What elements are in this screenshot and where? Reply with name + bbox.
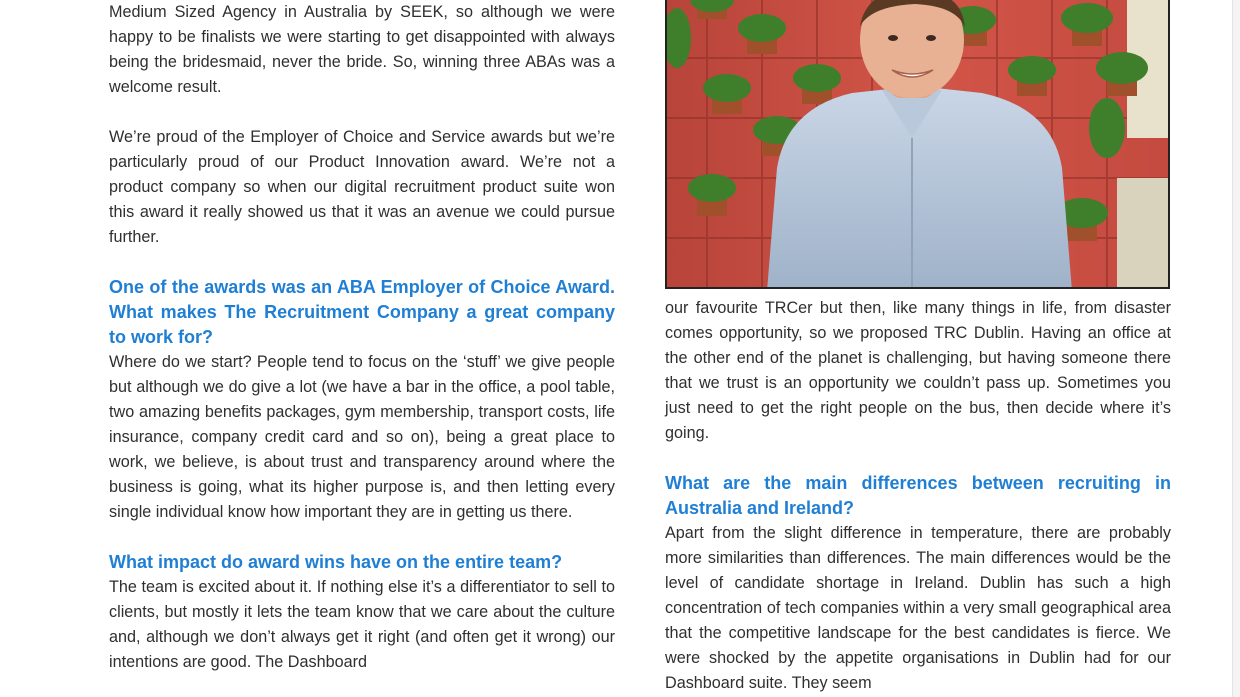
portrait-photo xyxy=(665,0,1170,289)
question-heading: What impact do award wins have on the entire team? xyxy=(109,552,563,572)
answer-paragraph: Apart from the slight difference in temperature, there are probably more similarities than differences. The main differences would be the level of candidate shortage in Ireland. Dublin has such a high concentration of tech companies within a very small geographical area that the competitive landscape for the best candidates is fierce. We were shocked by the appetite organisations in Dublin had for our Dashboard suite. They seem xyxy=(665,524,1171,692)
answer-paragraph: Where do we start? People tend to focus on the ‘stuff’ we give people but although we do give a lot (we have a bar in the office, a pool table, two amazing benefits packages, gym membership, transport costs, life insurance, company credit card and so on), being a great place to work, we believe, is about trust and transparency around where the business is going, what its higher purpose is, and then letting every single individual know how important they are in getting us there. xyxy=(109,353,615,521)
portrait-illustration xyxy=(667,0,1170,289)
intro-paragraph: Medium Sized Agency in Australia by SEEK, so although we were happy to be finalists we were starting to get disappointed with always being the bridesmaid, never the bride. So, winning three ABAs was a welcome result. xyxy=(109,3,615,96)
body-paragraph: We’re proud of the Employer of Choice and Service awards but we’re particularly proud of our Product Innovation award. We’re not a product company so when our digital recruitment product suite won this award it really showed us that it was an avenue we could pursue further. xyxy=(109,128,615,246)
right-column xyxy=(665,296,1171,696)
continued-paragraph: our favourite TRCer but then, like many things in life, from disaster comes opportunity, so we proposed TRC Dublin. Having an office at the other end of the planet is challenging, but having someone there that we trust is an opportunity we couldn’t pass up. Sometimes you just need to get the right people on the bus, then decide where it’s going. xyxy=(665,299,1171,442)
vertical-scrollbar[interactable] xyxy=(1232,0,1240,697)
question-heading: One of the awards was an ABA Employer of Choice Award. What makes The Recruitment Company a great company to work for? xyxy=(109,277,615,347)
question-heading: What are the main differences between recruiting in Australia and Ireland? xyxy=(665,473,1171,518)
answer-paragraph: The team is excited about it. If nothing else it’s a differentiator to sell to clients, but mostly it lets the team know that we care about the culture and, although we don’t always get it right (and often get it wrong) our intentions are good. The Dashboard xyxy=(109,578,615,671)
left-column xyxy=(109,0,615,675)
